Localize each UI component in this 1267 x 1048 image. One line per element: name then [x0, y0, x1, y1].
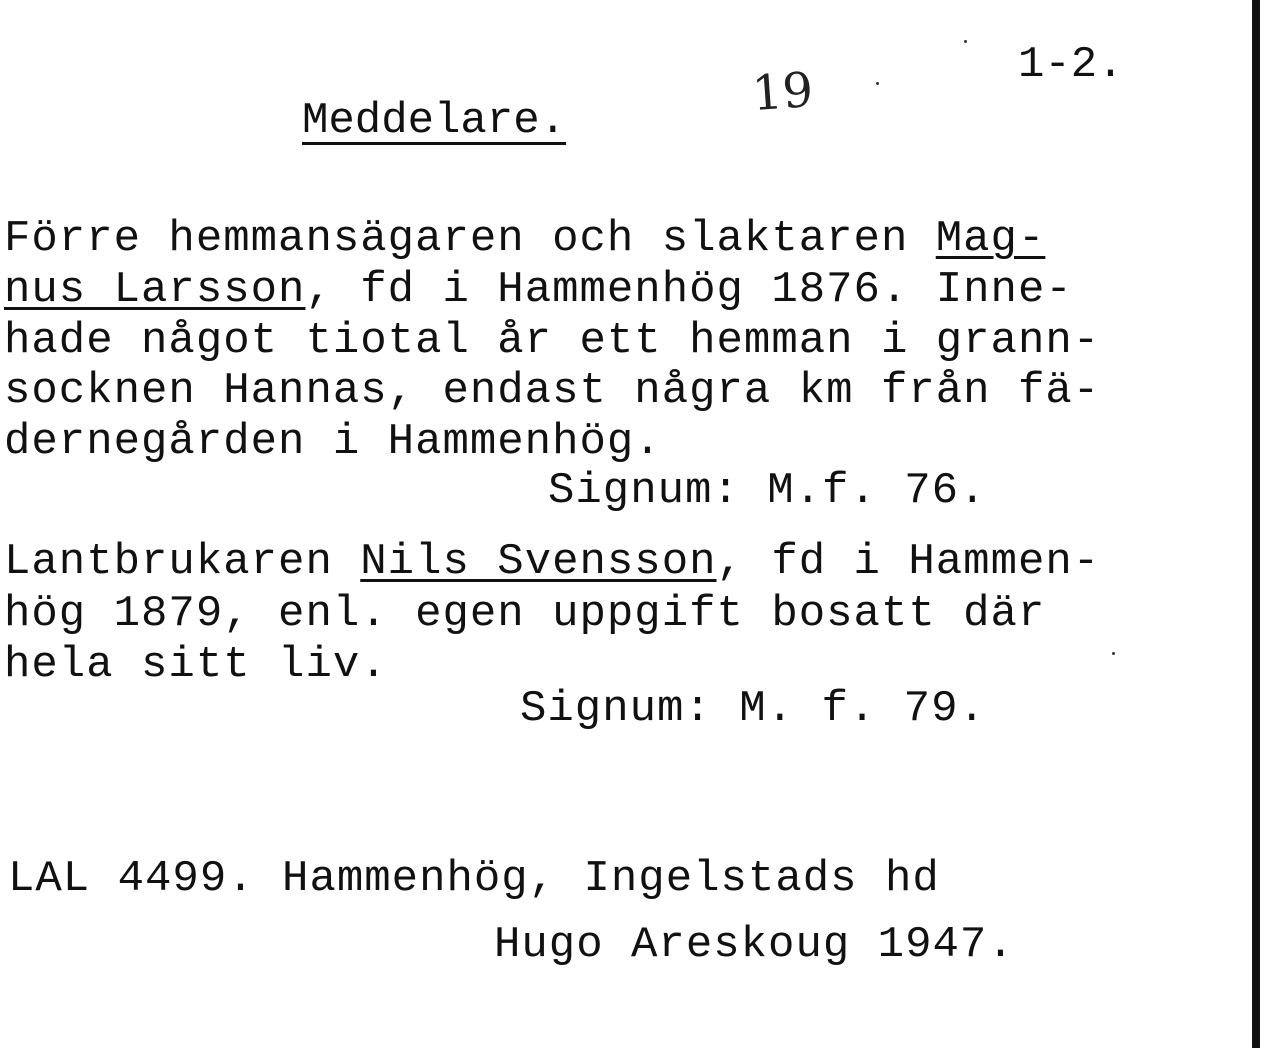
entry1-line2-text: , fd i Hammenhög 1876. Inne-: [305, 265, 1073, 315]
entry2-line2: hög 1879, enl. egen uppgift bosatt där: [4, 589, 1046, 639]
entry1-name-part2: nus Larsson: [4, 265, 306, 315]
scan-speck: [876, 82, 879, 85]
entry2-name: Nils Svensson: [360, 537, 717, 587]
heading: [302, 96, 566, 146]
page-number: 1-2.: [1018, 40, 1124, 90]
entry1-name-part1: Mag-: [935, 214, 1046, 264]
entry1-line1: [4, 214, 1045, 264]
entry1-line5: dernegården i Hammenhög.: [4, 417, 662, 467]
entry1-signum: Signum: M.f. 76.: [548, 466, 987, 516]
entry1-line1-text: Förre hemmansägaren och slaktaren: [4, 214, 936, 264]
entry2-line3: hela sitt liv.: [4, 640, 388, 690]
scan-speck: [964, 40, 967, 43]
handwritten-mark: 19: [750, 61, 815, 123]
entry2-line1: [4, 537, 1100, 587]
scan-speck: [1112, 652, 1115, 655]
entry2-line1-text: Lantbrukaren: [4, 537, 361, 587]
heading-text: Meddelare.: [302, 96, 567, 146]
entry1-line2: [4, 265, 1073, 315]
footer-author: Hugo Areskoug 1947.: [494, 920, 1015, 970]
entry2-line1-post: , fd i Hammen-: [716, 537, 1101, 587]
footer-location: LAL 4499. Hammenhög, Ingelstads hd: [8, 854, 940, 904]
entry1-line4: socknen Hannas, endast några km från fä-: [4, 366, 1101, 416]
entry2-signum: Signum: M. f. 79.: [520, 684, 986, 734]
entry1-line3: hade något tiotal år ett hemman i grann-: [4, 316, 1101, 366]
card-right-edge: [1252, 0, 1260, 1048]
